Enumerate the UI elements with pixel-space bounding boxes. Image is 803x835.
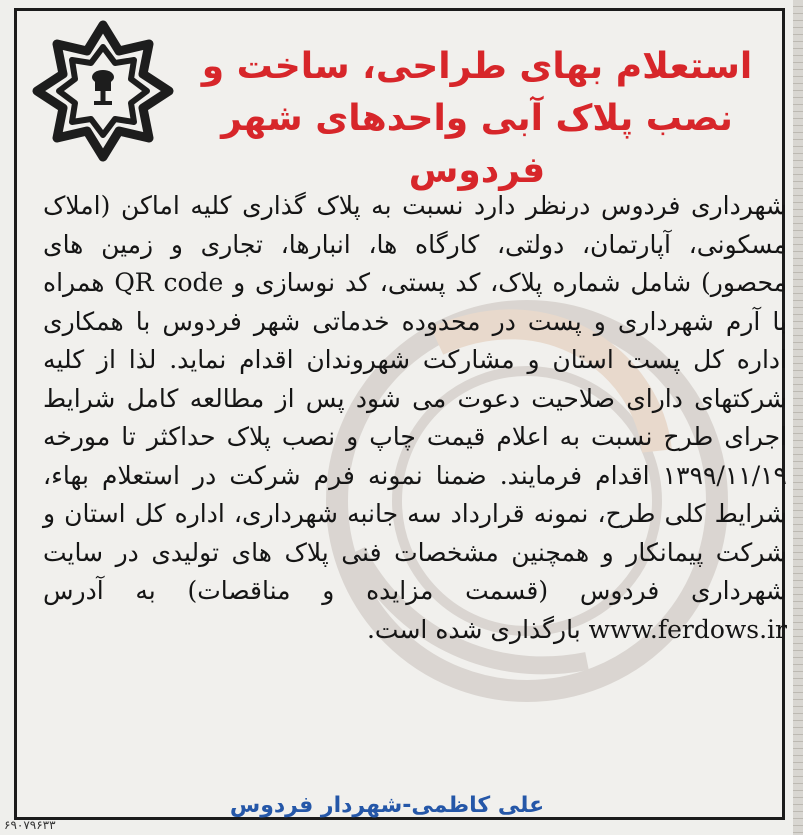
notice-title: استعلام بهای طراحی، ساخت و نصب پلاک آبی واحدهای شهر فردوس: [201, 46, 753, 191]
body-part-3: اقدام فرمایند. ضمنا نمونه فرم شرکت در استعلام بهاء، شرایط کلی طرح، نمونه قرارداد سه جانبه شهرداری، اداره کل استان و شرکت پیمانکار و همچنین مشخصات فنی پلاک های تولیدی در سایت شهرداری فردوس (قسمت مزایده و مناقصات) به آدرس: [43, 460, 787, 605]
municipality-emblem-icon: [23, 15, 183, 163]
body-part-1: شهرداری فردوس درنظر دارد نسبت به پلاک گذاری کلیه اماکن (املاک مسکونی، آپارتمان، دولتی، کارگاه ها، انبارها، تجاری و زمین های محصور) شامل شماره پلاک، کد پستی، کد نوسازی و: [43, 191, 788, 297]
deadline-date: ۱۳۹۹/۱۱/۱۹: [662, 460, 787, 490]
ad-code: ۶۹۰۷۹۶۳۳: [4, 818, 56, 832]
body-part-2: همراه با آرم شهرداری و پست در محدوده خدماتی شهر فردوس با همکاری اداره کل پست استان و مشارکت شهروندان اقدام نماید. لذا از کلیه شرکتهای دارای صلاحیت دعوت می شود پس از مطالعه کامل شرایط اجرای طرح نسبت به اعلام قیمت چاپ و نصب پلاک حداکثر تا مورخه: [43, 268, 788, 451]
website-link[interactable]: www.ferdows.ir: [588, 614, 787, 644]
notice-body: [43, 187, 787, 649]
signature: علی کاظمی-شهردار فردوس: [229, 793, 545, 818]
scan-edge: [793, 0, 803, 835]
qr-code-text: QR code: [114, 268, 224, 297]
body-part-4: بارگذاری شده است.: [366, 614, 589, 644]
notice-frame: [14, 8, 788, 820]
